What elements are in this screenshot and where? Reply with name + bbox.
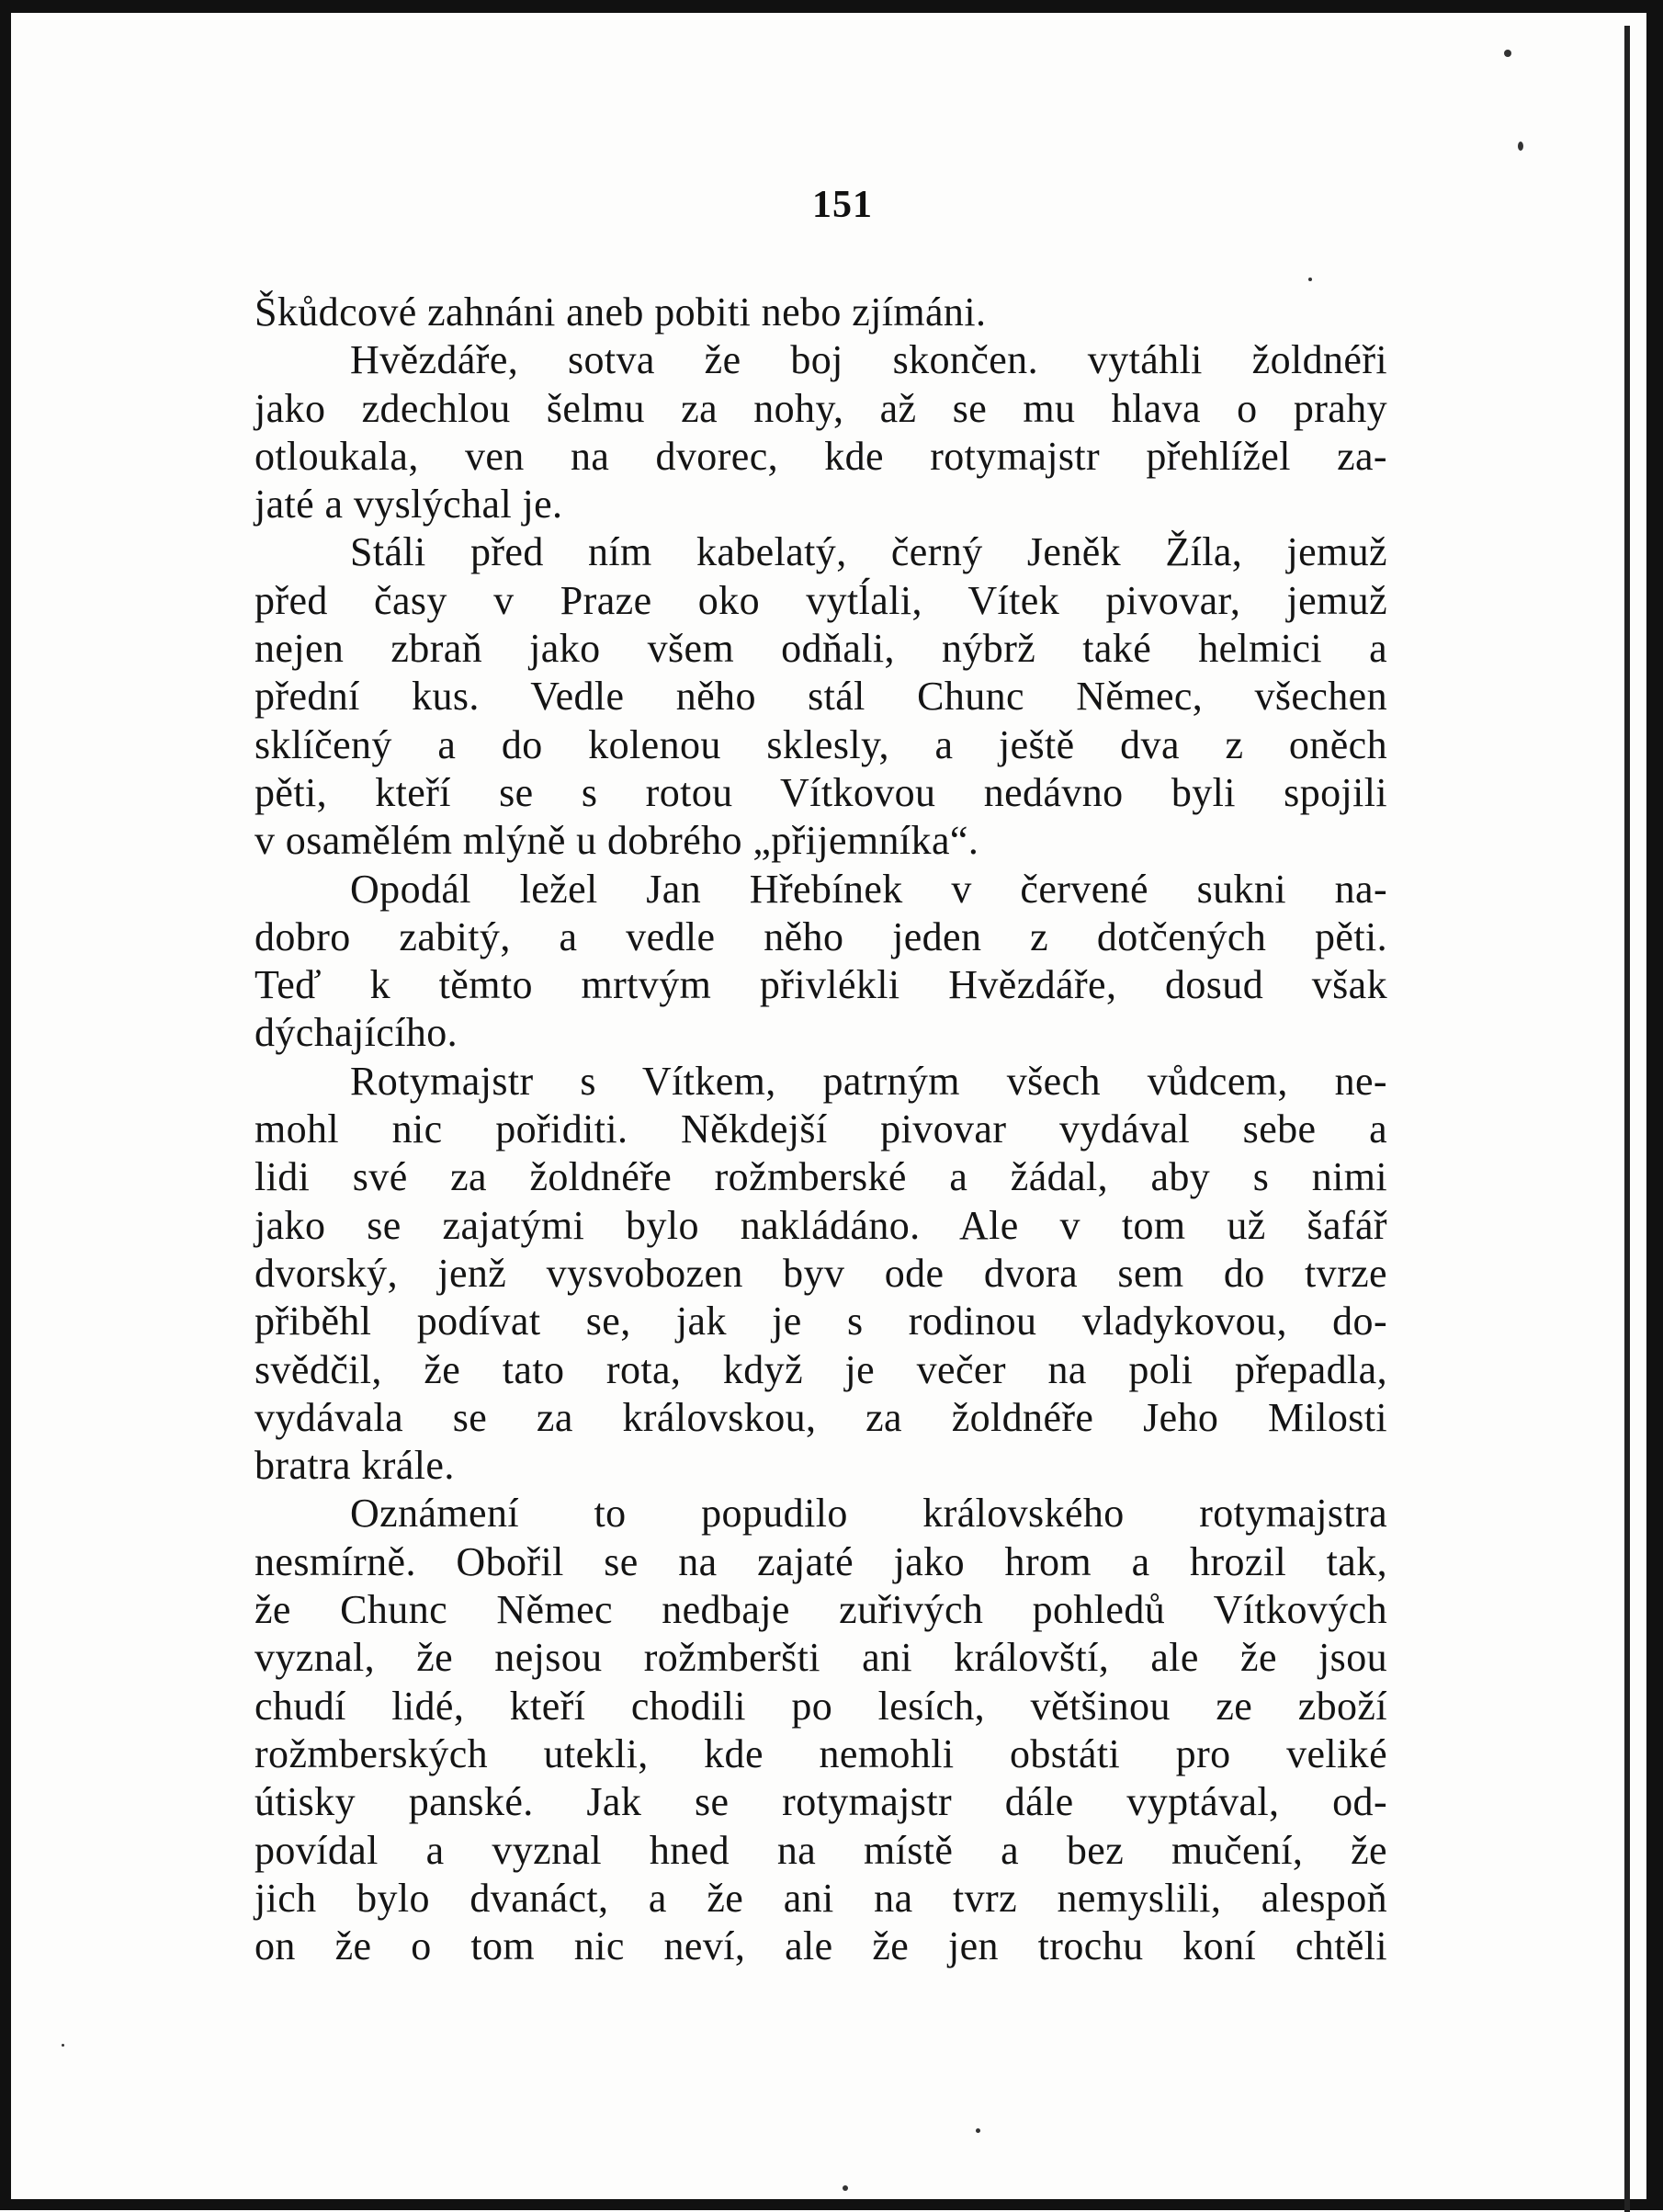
text-line: dvorský, jenž vysvobozen byv ode dvora sem do tvrze — [255, 1250, 1387, 1296]
text-line: on že o tom nic neví, ale že jen trochu koní chtěli — [255, 1923, 1387, 1969]
text-line: Škůdcové zahnáni aneb pobiti nebo zjímáni. — [255, 289, 987, 335]
text-line: Rotymajstr s Vítkem, patrným všech vůdcem, ne- — [350, 1058, 1387, 1104]
text-line: sklíčený a do kolenou sklesly, a ještě dva z oněch — [255, 721, 1387, 767]
text-line: Opodál ležel Jan Hřebínek v červené sukni na- — [350, 866, 1387, 912]
text-line: jako zdechlou šelmu za nohy, až se mu hlava o prahy — [255, 385, 1387, 431]
text-line: dobro zabitý, a vedle něho jeden z dotčených pěti. — [255, 913, 1387, 959]
text-line: před časy v Praze oko vytĺali, Vítek pivovar, jemuž — [255, 577, 1387, 623]
text-line: že Chunc Němec nedbaje zuřivých pohledů Vítkových — [255, 1587, 1387, 1633]
text-line: útisky panské. Jak se rotymajstr dále vyptával, od- — [255, 1779, 1387, 1825]
text-line: nejen zbraň jako všem odňali, nýbrž také helmici a — [255, 626, 1387, 672]
text-line: lidi své za žoldnéře rožmberské a žádal, aby s nimi — [255, 1154, 1387, 1200]
text-line: Hvězdáře, sotva že boj skončen. vytáhli žoldnéři — [350, 337, 1387, 383]
text-line: vydávala se za královskou, za žoldnéře Jeho Milosti — [255, 1394, 1387, 1440]
text-line: Oznámení to popudilo královského rotymajstra — [350, 1491, 1387, 1537]
body-text — [255, 289, 1387, 1970]
scan-speck — [843, 2185, 848, 2191]
text-line: vyznal, že nejsou rožmberšti ani královští, ale že jsou — [255, 1635, 1387, 1681]
text-line: chudí lidé, kteří chodili po lesích, většinou ze zboží — [255, 1683, 1387, 1729]
text-line: otloukala, ven na dvorec, kde rotymajstr přehlížel za- — [255, 433, 1387, 479]
text-line: Teď k těmto mrtvým přivlékli Hvězdáře, dosud však — [255, 962, 1387, 1008]
text-line: svědčil, že tato rota, když je večer na poli přepadla, — [255, 1346, 1387, 1392]
text-line: jaté a vyslýchal je. — [255, 482, 563, 527]
text-line: pěti, kteří se s rotou Vítkovou nedávno byli spojili — [255, 769, 1387, 815]
text-line: přední kus. Vedle něho stál Chunc Němec, všechen — [255, 674, 1387, 720]
page-number: 151 — [812, 184, 873, 226]
text-line: přiběhl podívat se, jak je s rodinou vladykovou, do- — [255, 1299, 1387, 1344]
text-line: jako se zajatými bylo nakládáno. Ale v tom už šafář — [255, 1202, 1387, 1248]
text-line: v osamělém mlýně u dobrého „přijemníka“. — [255, 818, 979, 864]
scan-speck — [976, 2128, 980, 2133]
scan-speck — [1518, 142, 1523, 151]
scan-speck — [1504, 50, 1511, 57]
text-line: Stáli před ním kabelatý, černý Jeněk Žíla, jemuž — [350, 529, 1387, 575]
text-line: mohl nic pořiditi. Někdejší pivovar vydával sebe a — [255, 1106, 1387, 1152]
text-line: bratra krále. — [255, 1443, 455, 1489]
text-line: povídal a vyznal hned na místě a bez mučení, že — [255, 1827, 1387, 1873]
page-edge-shadow — [1624, 26, 1630, 2212]
text-line: rožmberských utekli, kde nemohli obstáti pro veliké — [255, 1730, 1387, 1776]
text-line: dýchajícího. — [255, 1010, 458, 1056]
scan-speck — [1308, 278, 1312, 281]
scan-speck — [62, 2044, 64, 2047]
text-line: nesmírně. Obořil se na zajaté jako hrom a hrozil tak, — [255, 1538, 1387, 1584]
text-line: jich bylo dvanáct, a že ani na tvrz nemyslili, alespoň — [255, 1875, 1387, 1921]
